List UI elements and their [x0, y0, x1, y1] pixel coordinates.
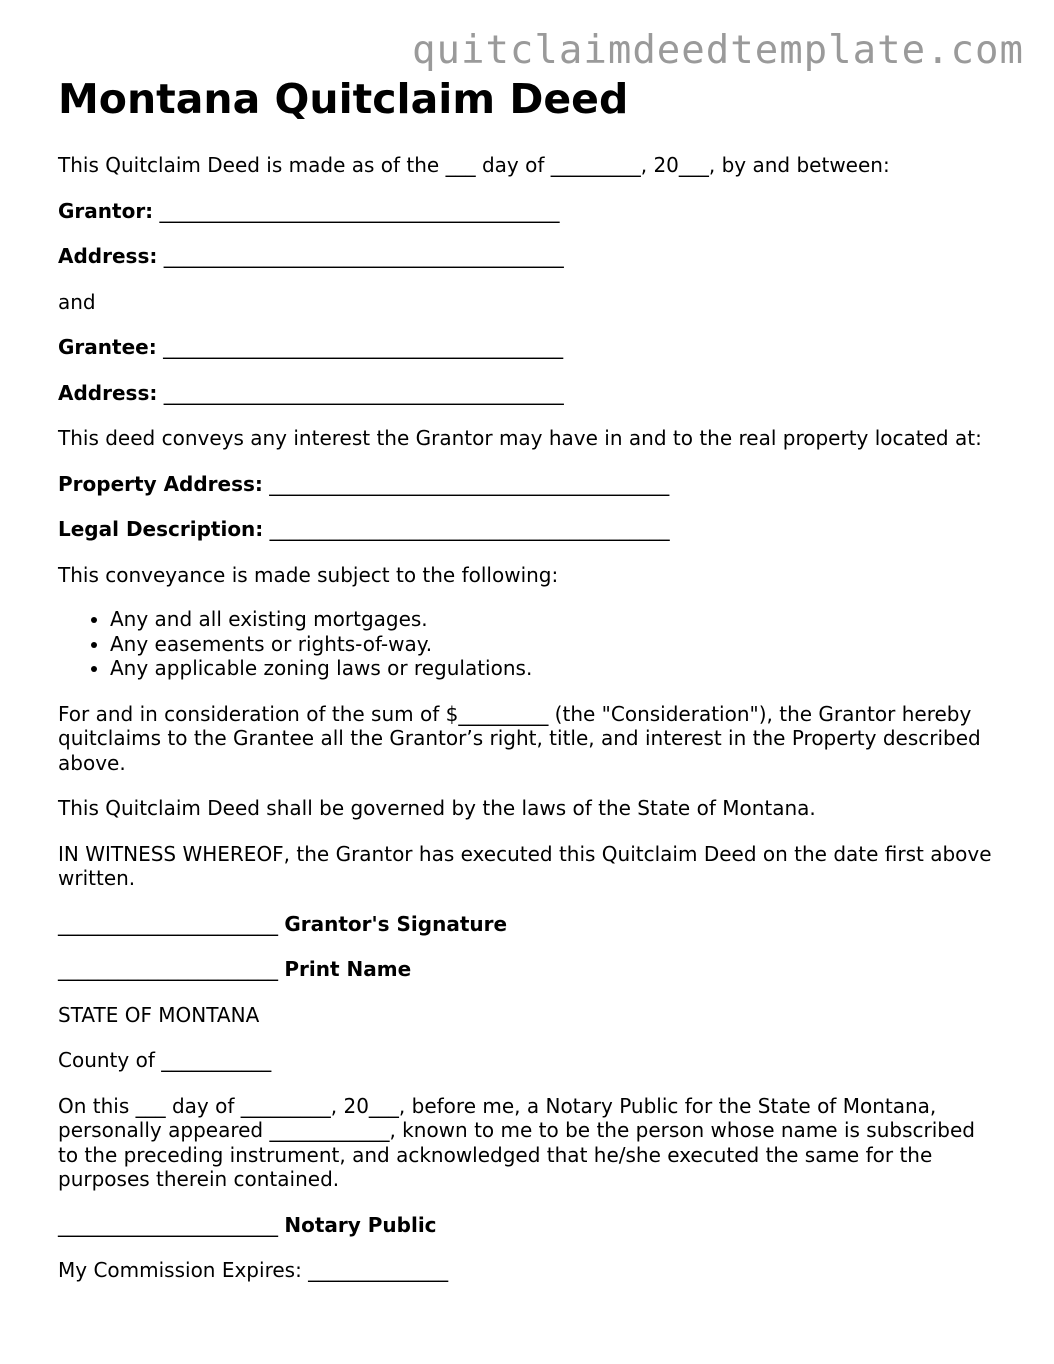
grantor-field: ________________________________________	[159, 198, 560, 223]
intro-paragraph: This Quitclaim Deed is made as of the ___ day of _________, 20___, by and between:	[58, 153, 890, 177]
grantor-line	[58, 199, 998, 224]
grantor-signature-line	[58, 912, 998, 937]
state-heading: STATE OF MONTANA	[58, 1002, 260, 1027]
grantee-address-field: ________________________________________	[163, 380, 564, 405]
list-item: • Any and all existing mortgages.	[110, 607, 998, 632]
and-text: and	[58, 289, 96, 314]
notary-paragraph: On this ___ day of _________, 20___, before me, a Notary Public for the State of Montana, personally appeared ____________, known to me to be the person whose name is subscribed to the preceding instrument, and acknowledged that he/she executed the same for the purposes therein contained.	[58, 1093, 975, 1191]
notary-signature-line	[58, 1213, 998, 1238]
county-line: County of ___________	[58, 1048, 272, 1072]
legal-description-label: Legal Description:	[58, 517, 264, 541]
document-page	[58, 74, 998, 1283]
grantor-address-field: ________________________________________	[163, 244, 564, 268]
grantee-address-label: Address:	[58, 380, 158, 405]
print-name-line	[58, 957, 998, 982]
notary-signature-label: Notary Public	[284, 1212, 437, 1237]
grantor-label: Grantor:	[58, 198, 154, 223]
legal-description-line	[58, 517, 998, 542]
property-address-field: ________________________________________	[269, 471, 670, 496]
property-address-label: Property Address:	[58, 471, 263, 496]
conditions-list	[58, 607, 998, 681]
grantee-line	[58, 335, 998, 360]
grantor-address-line	[58, 244, 998, 269]
grantor-signature-field: ______________________	[58, 911, 278, 936]
grantee-address-line	[58, 381, 998, 406]
grantor-signature-label: Grantor's Signature	[284, 911, 508, 936]
print-name-label: Print Name	[284, 957, 412, 981]
list-item: • Any applicable zoning laws or regulations.	[110, 656, 998, 681]
conveys-paragraph: This deed conveys any interest the Grantor may have in and to the real property located at:	[58, 426, 982, 450]
legal-description-field: ________________________________________	[269, 517, 670, 541]
grantee-label: Grantee:	[58, 335, 157, 359]
governing-law-paragraph: This Quitclaim Deed shall be governed by the laws of the State of Montana.	[58, 796, 816, 820]
notary-signature-field: ______________________	[58, 1212, 278, 1237]
watermark: quitclaimdeedtemplate.com	[412, 28, 1024, 73]
witness-paragraph: IN WITNESS WHEREOF, the Grantor has executed this Quitclaim Deed on the date first above written.	[58, 841, 992, 890]
consideration-paragraph: For and in consideration of the sum of $_________ (the "Consideration"), the Grantor hereby quitclaims to the Grantee all the Grantor’s right, title, and interest in the Property described above.	[58, 701, 981, 775]
property-address-line	[58, 472, 998, 497]
document-title: Montana Quitclaim Deed	[58, 75, 629, 123]
commission-expires-line: My Commission Expires: ______________	[58, 1258, 449, 1282]
subject-paragraph: This conveyance is made subject to the following:	[58, 562, 559, 587]
print-name-field: ______________________	[58, 957, 278, 981]
grantor-address-label: Address:	[58, 244, 158, 268]
grantee-field: ________________________________________	[163, 335, 564, 359]
list-item: • Any easements or rights-of-way.	[110, 632, 998, 657]
